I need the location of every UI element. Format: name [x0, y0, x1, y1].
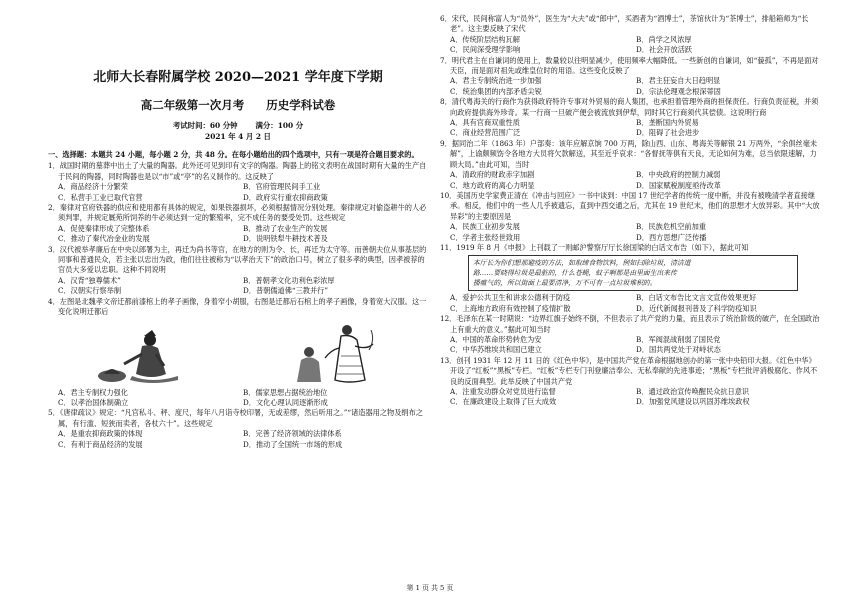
option-c: C．有利于商品经济的发展 [58, 439, 143, 449]
option-b: B．推动了农业生产的发展 [243, 223, 328, 233]
question-stem: 3．汉代被举孝廉后在中央以郎署为主，再迁为尚书等官，在地方的则为令、长，再迁为太守等。而善朝夫位从事基层的同事和普通民众，若主张以忠出为政，他们往往被称为“以孝治天下”的政治口号，树立了很多孝的典型，因孝被荐的官员大多爱以忠职。这种不同说明 [48, 244, 427, 275]
option-d: D．国家赋税制度亟待改革 [636, 180, 721, 190]
question-options [440, 335, 822, 356]
question-3 [48, 245, 428, 297]
option-b: B．普朝孝文化功利色彩浓厚 [243, 275, 335, 285]
question-13 [440, 356, 822, 408]
option-a: A．促使秦律形成了完整体系 [58, 223, 150, 233]
score-value: 100 分 [277, 121, 304, 130]
question-stem: 10．美国历史学家费正清在《冲击与回应》一书中谈到：中国 17 世纪学者的传统一度中断，并没有被晚清学者直接继承。相反，他们中的一些人几乎被遗忘，直到中西交通之后，尤其在 19 世纪末，他们的思想才大放异彩。其中“大放异彩”的主要原因是 [440, 190, 820, 221]
exam-title [48, 98, 428, 112]
question-stem: 13．创刊 1931 年 12 月 11 日的《红色中华》，是中国共产党在革命根据地创办的第一张中央铅印大报。《红色中华》开设了“红板”“黑板”专栏。“红板”专栏专门刊登廉洁奉公、无私奉献的先进事迹；“黑板”专栏批评消极腐化、作风不良的反面典型。此举反映了中国共产党 [440, 355, 818, 386]
left-column [48, 14, 428, 450]
option-d: D．国共两党处于对峙状态 [636, 345, 721, 355]
option-a: A．爱护公共卫生和讲求公德利于防疫 [450, 293, 571, 303]
option-d: D．政府实行重农抑商政策 [243, 192, 328, 202]
option-c: C．地方政府的离心力明显 [450, 180, 535, 190]
question-options [440, 35, 822, 56]
option-d: D．宗法伦理观念根深蒂固 [636, 86, 721, 96]
option-d: D．文化心理认同逐渐形成 [243, 397, 328, 407]
option-c: C．上海地方政府有效控制了疫情扩散 [450, 303, 571, 313]
question-6 [440, 14, 822, 56]
question-options [440, 76, 822, 97]
option-b: B．军阀混战削弱了国民党 [636, 334, 721, 344]
option-b: B．民族危机空前加重 [636, 222, 706, 232]
option-a: A．是重农抑商政策的体现 [58, 429, 143, 439]
option-b: B．中央政府的控制力减弱 [636, 170, 721, 180]
option-a: A．商品经济十分繁荣 [58, 182, 128, 192]
page-footer: 第 1 页 共 5 页 [406, 584, 454, 592]
option-a: A．清政府的财政赤字加剧 [450, 170, 535, 180]
question-stem: 11．1919 年 8 月《申报》上刊载了一则邮沪警察厅厅长徐国梁的白话文布告（如下），据此可知 [440, 242, 749, 252]
question-8 [440, 97, 822, 139]
option-d: D．社会开放活跃 [636, 45, 693, 55]
option-c: C．在廉政建设上取得了巨大成效 [450, 397, 557, 407]
question-stem: 12．毛泽东在某一时期说：“边界红旗子始终不倒，不但表示了共产党的力量，而且表示了统治阶级的破产，在全国政治上有重大的意义。”据此可知当时 [440, 314, 820, 334]
option-b: B．尚学之风浓厚 [636, 34, 692, 44]
question-2 [48, 203, 428, 245]
option-c: C．推动了秦代冶金业的发展 [58, 234, 150, 244]
quote-line: 本厅长为你们想那避疫的方法，如取缔食物饮料，例如扫除垃圾，清洁道 [473, 259, 691, 268]
question-stem: 1．战国时期的墓葬中出土了大量的陶器。此外还可见到印有文字的陶器。陶器上的铭文表明在战国时期有大量的生产自于民间的陶器，同时陶器也是以“市”或“亭”的名义制作的。这反映了 [48, 161, 427, 181]
option-a: A．注重发动群众对党员进行监督 [450, 387, 556, 396]
option-c: C．以孝治国体制确立 [58, 397, 129, 407]
option-a: A．汉背“独尊儒术” [58, 275, 121, 285]
option-b: B．通过政治宣传唤醒民众抗日意识 [636, 387, 750, 396]
option-d: D．西方思想广泛传播 [636, 232, 707, 242]
option-b: B．儒家思想占据统治地位 [243, 387, 328, 397]
question-stem: 5．《唐律疏议》规定：“凡官私斗、秤、度尺，每年八月诣寺校印署，无或差缪，然后听用之。”“诸造器用之物及绢布之属，有行滥、短狭而卖者，各杖六十”。这些规定 [48, 408, 423, 428]
option-a: A．民族工业初步发展 [450, 222, 520, 232]
time-value: 60 分钟 [209, 121, 238, 130]
exam-date: 2021 年 4 月 2 日 [205, 132, 271, 141]
question-options [440, 387, 822, 408]
option-a: A．君主专制统治进一步加强 [450, 76, 542, 86]
question-options [48, 182, 428, 203]
figure-pair [48, 320, 428, 386]
question-stem: 2．秦律对官府铁器的供应和使用都有具体的规定，如果铁器损坏，必须根据情况分别处理。秦律规定对偷盗耕牛的人必须判罪，并规定厩苑所饲养的牛必须达到一定的繁殖率，完不成任务的要受处罚。这些规定 [48, 203, 427, 223]
question-stem: 4．左图是北魏孝文帝迁都前漆棺上的孝子画像，身着窄小胡服，右图是迁都后石棺上的孝子画像，身着宽大汉服。这一变化说明迁都后 [48, 296, 427, 317]
left-figure-image [86, 324, 206, 386]
option-b: B．完善了经济领域的法律体系 [243, 429, 342, 439]
option-c: C．中华苏维埃共和国已建立 [450, 345, 542, 355]
question-options [440, 293, 822, 314]
exam-title-grade: 高二年级第一次月考 [140, 98, 245, 112]
option-c: C．汉朝实行察举制 [58, 286, 122, 296]
option-c: C．私营手工业已取代官营 [58, 192, 143, 202]
right-figure-image [281, 320, 391, 386]
option-b: B．白话文布告比文言文宣传效果更好 [636, 293, 757, 303]
question-10 [440, 191, 822, 243]
option-c: C．民间深受理学影响 [450, 45, 521, 55]
question-1 [48, 161, 428, 203]
section-heading: 一、选择题：本题共 24 小题，每小题 2 分，共 48 分。在每小题给出的四个选项中，只有一项是符合题目要求的。 [48, 150, 419, 159]
option-b: B．君主狂妄自大日趋明显 [636, 76, 721, 86]
option-d: D．阻碍了社会进步 [636, 128, 700, 138]
question-4 [48, 297, 428, 409]
question-12 [440, 314, 822, 356]
option-a: A．君主专制权力强化 [58, 387, 128, 397]
option-d: D．普朝儒道佛“三教并行” [243, 286, 328, 296]
notice-quote-box [468, 255, 798, 291]
option-c: C．统治集团的内部矛盾尖锐 [450, 86, 542, 96]
question-options [440, 222, 822, 243]
option-d: D．近代新闻报刊普及了科学防疫知识 [636, 303, 757, 313]
option-d: D．加强党风建设以巩固苏维埃政权 [636, 397, 750, 407]
score-label: 满分： [255, 121, 278, 130]
right-column [440, 14, 822, 408]
question-stem: 8．清代粤海关的行商作为获得政府特许专事对外贸易的商人集团，也承担着管理外商的担保责任。行商负责征税，并须向政府提供海外珍奇。某一行商一旦破产便会被流放到伊犁，同时其它行商须代其偿债。这说明行商 [440, 97, 819, 117]
option-c: C．学者主张经世致用 [450, 232, 521, 242]
exam-info [48, 120, 428, 131]
question-7 [440, 56, 822, 98]
exam-title-subject: 历史学科试卷 [266, 98, 336, 112]
question-options [48, 224, 428, 245]
question-9 [440, 139, 822, 191]
option-a: A．传统阶层结构瓦解 [450, 34, 520, 44]
question-options [48, 388, 428, 409]
option-b: B．垄断国内外贸易 [636, 118, 699, 128]
question-options [440, 118, 822, 139]
question-options [48, 276, 428, 297]
question-stem: 9．据同治二年（1863 年）户部奏：该年应解京饷 700 万两，除山西、山东、粤海关等解银 21 万两外，“余俱丝毫未解”，上谕颇频饬令各地方大员将欠款解送，其至近乎哀求：“各督抚等俱有天良，无论如何为难，总当依限速解，力顾大局。”由此可知，当时 [440, 138, 818, 169]
question-options [48, 429, 428, 450]
question-options [440, 170, 822, 191]
time-label: 考试时间： [172, 121, 210, 130]
school-title: 北师大长春附属学校 2020—2021 学年度下学期 [93, 70, 383, 85]
question-stem: 7．明代君主在自谦词的使用上，数量较以往明显减少，使用频率大幅降低。一些新创的自谦词，如“藐孤”，不再是面对天臣，而是面对祖先或维皇位时的用语。这些变化反映了 [440, 55, 819, 76]
quote-line: 播瘟气的，所以街面上最要清净，万不可有一点垃圾堆积的。 [473, 279, 657, 288]
question-stem: 6．宋代，民间称富人为“员外”，医生为“大夫”或“郎中”，买酒者为“酒博士”，茶馆伙计为“茶博士”，排船箱师为“长老”。这主要反映了宋代 [440, 14, 809, 34]
option-a: A．中国的革命形势转危为安 [450, 334, 542, 344]
question-5 [48, 408, 428, 450]
option-d: D．推动了全国统一市场的形成 [243, 439, 343, 449]
quote-line: 路……要晓得垃圾是最脏的，什么苍蝇，蚊子啊都是由里面生出来传 [473, 269, 677, 278]
option-b: B．官府管理民间手工业 [243, 182, 321, 192]
option-d: D．说明铁犁牛耕技术普及 [243, 234, 328, 244]
option-c: C．商业经营范围广泛 [450, 128, 521, 138]
question-11 [440, 243, 822, 314]
option-a: A．具有官商双重性质 [450, 118, 520, 128]
